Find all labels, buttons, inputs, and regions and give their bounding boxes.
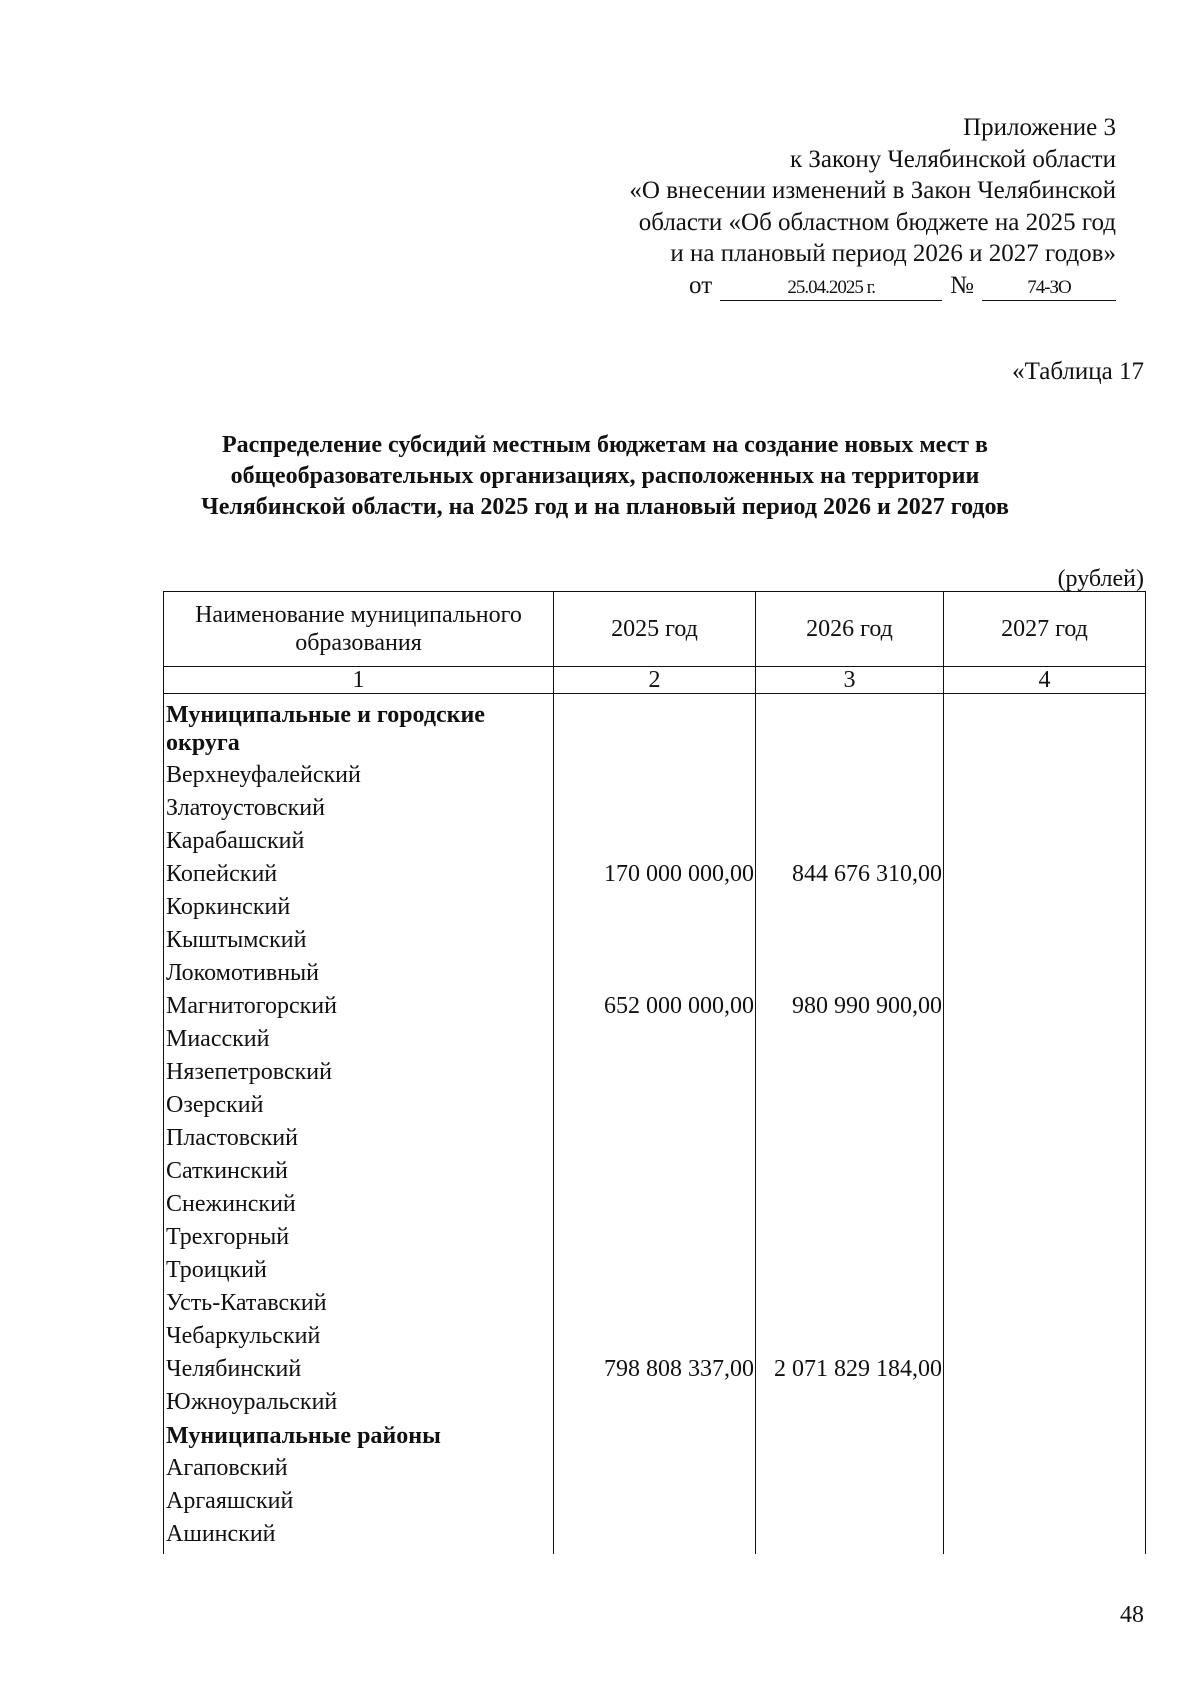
- value-2026: [756, 1023, 944, 1056]
- value-2026: 980 990 900,00: [756, 990, 944, 1023]
- table-row: [164, 1122, 1146, 1155]
- table-row: [164, 1023, 1146, 1056]
- table-row: [164, 1221, 1146, 1254]
- table-body: [164, 699, 1146, 1554]
- table-row: [164, 1452, 1146, 1485]
- value-2025: [554, 1518, 756, 1554]
- value-2026: 2 071 829 184,00: [756, 1353, 944, 1386]
- value-2025: [554, 1452, 756, 1485]
- value-2026: [756, 1056, 944, 1089]
- value-2027: [944, 699, 1146, 759]
- title-line: общеобразовательных организациях, расположенных на территории: [230, 463, 980, 489]
- value-2027: [944, 1188, 1146, 1221]
- table-row: [164, 990, 1146, 1023]
- appendix-line: области «Об областном бюджете на 2025 год: [638, 208, 1116, 236]
- value-2025: [554, 759, 756, 792]
- table-row: [164, 1188, 1146, 1221]
- municipality-name: Муниципальные районы: [164, 1419, 554, 1452]
- document-title: [150, 430, 1060, 523]
- municipality-name: Магнитогорский: [164, 990, 554, 1023]
- municipality-name: Снежинский: [164, 1188, 554, 1221]
- law-date-line: [629, 270, 1116, 302]
- table-row: [164, 825, 1146, 858]
- column-number: 1: [164, 667, 554, 694]
- appendix-line: к Закону Челябинской области: [790, 145, 1116, 173]
- table-row: [164, 1419, 1146, 1452]
- column-number-row: [164, 667, 1146, 694]
- value-2027: [944, 1287, 1146, 1320]
- value-2027: [944, 759, 1146, 792]
- municipality-name: Усть-Катавский: [164, 1287, 554, 1320]
- municipality-name: Троицкий: [164, 1254, 554, 1287]
- municipality-name: Озерский: [164, 1089, 554, 1122]
- value-2027: [944, 990, 1146, 1023]
- municipality-name: Муниципальные и городские округа: [164, 699, 554, 759]
- value-2025: [554, 891, 756, 924]
- value-2025: [554, 1089, 756, 1122]
- appendix-line: Приложение 3: [963, 114, 1116, 141]
- value-2025: [554, 1056, 756, 1089]
- value-2025: [554, 924, 756, 957]
- value-2027: [944, 858, 1146, 891]
- law-date: 25.04.2025 г.: [720, 276, 942, 301]
- municipality-name: Челябинский: [164, 1353, 554, 1386]
- municipality-name: Верхнеуфалейский: [164, 759, 554, 792]
- municipality-name: Чебаркульский: [164, 1320, 554, 1353]
- municipality-name: Копейский: [164, 858, 554, 891]
- table-row: [164, 699, 1146, 759]
- table-row: [164, 924, 1146, 957]
- value-2025: [554, 1122, 756, 1155]
- municipality-name: Пластовский: [164, 1122, 554, 1155]
- table-row: [164, 1386, 1146, 1419]
- value-2026: 844 676 310,00: [756, 858, 944, 891]
- municipality-name: Южноуральский: [164, 1386, 554, 1419]
- value-2027: [944, 1419, 1146, 1452]
- table-label: «Таблица 17: [1012, 358, 1144, 385]
- value-2026: [756, 891, 944, 924]
- date-prefix: от: [689, 271, 713, 299]
- municipality-name: Локомотивный: [164, 957, 554, 990]
- value-2025: [554, 1254, 756, 1287]
- table-row: [164, 957, 1146, 990]
- value-2027: [944, 924, 1146, 957]
- value-2027: [944, 825, 1146, 858]
- value-2026: [756, 699, 944, 759]
- subsidy-table: [163, 591, 1146, 1554]
- page-number: 48: [1120, 1602, 1144, 1628]
- value-2027: [944, 792, 1146, 825]
- header-2026: 2026 год: [756, 592, 944, 667]
- value-2026: [756, 1188, 944, 1221]
- municipality-name: Саткинский: [164, 1155, 554, 1188]
- value-2025: [554, 1287, 756, 1320]
- value-2027: [944, 1353, 1146, 1386]
- value-2025: [554, 1485, 756, 1518]
- table-row: [164, 1089, 1146, 1122]
- value-2025: [554, 1221, 756, 1254]
- value-2025: [554, 1188, 756, 1221]
- header-name: Наименование муниципального образования: [164, 592, 554, 667]
- value-2027: [944, 1518, 1146, 1554]
- value-2025: 170 000 000,00: [554, 858, 756, 891]
- municipality-name: Кыштымский: [164, 924, 554, 957]
- column-number: 2: [554, 667, 756, 694]
- municipality-name: Ашинский: [164, 1518, 554, 1554]
- value-2026: [756, 1419, 944, 1452]
- value-2027: [944, 1122, 1146, 1155]
- value-2025: 798 808 337,00: [554, 1353, 756, 1386]
- header-row: [164, 592, 1146, 667]
- value-2025: [554, 957, 756, 990]
- table-row: [164, 792, 1146, 825]
- value-2025: [554, 1155, 756, 1188]
- value-2027: [944, 1452, 1146, 1485]
- value-2026: [756, 957, 944, 990]
- title-line: Распределение субсидий местным бюджетам на создание новых мест в: [221, 432, 989, 458]
- value-2027: [944, 891, 1146, 924]
- appendix-line: и на плановый период 2026 и 2027 годов»: [670, 240, 1116, 267]
- table-row: [164, 1518, 1146, 1554]
- value-2026: [756, 792, 944, 825]
- value-2026: [756, 1287, 944, 1320]
- value-2026: [756, 1254, 944, 1287]
- municipality-name: Карабашский: [164, 825, 554, 858]
- municipality-name: Миасский: [164, 1023, 554, 1056]
- table-row: [164, 858, 1146, 891]
- value-2025: [554, 1320, 756, 1353]
- value-2025: [554, 792, 756, 825]
- municipality-name: Агаповский: [164, 1452, 554, 1485]
- value-2026: [756, 924, 944, 957]
- value-2026: [756, 1320, 944, 1353]
- units-label: (рублей): [1057, 566, 1144, 592]
- value-2027: [944, 1155, 1146, 1188]
- value-2026: [756, 1089, 944, 1122]
- municipality-name: Аргаяшский: [164, 1485, 554, 1518]
- value-2027: [944, 1221, 1146, 1254]
- table-row: [164, 1320, 1146, 1353]
- value-2027: [944, 1056, 1146, 1089]
- value-2025: [554, 1386, 756, 1419]
- value-2025: [554, 1419, 756, 1452]
- value-2027: [944, 957, 1146, 990]
- value-2026: [756, 1221, 944, 1254]
- value-2026: [756, 1485, 944, 1518]
- value-2025: [554, 1023, 756, 1056]
- column-number: 3: [756, 667, 944, 694]
- value-2027: [944, 1023, 1146, 1056]
- table-row: [164, 1287, 1146, 1320]
- table-row: [164, 1155, 1146, 1188]
- value-2026: [756, 825, 944, 858]
- value-2025: [554, 699, 756, 759]
- law-number: 74-ЗО: [982, 276, 1116, 301]
- value-2027: [944, 1386, 1146, 1419]
- value-2027: [944, 1485, 1146, 1518]
- value-2027: [944, 1089, 1146, 1122]
- value-2026: [756, 1452, 944, 1485]
- value-2026: [756, 1155, 944, 1188]
- header-2025: 2025 год: [554, 592, 756, 667]
- value-2026: [756, 759, 944, 792]
- value-2025: [554, 825, 756, 858]
- value-2027: [944, 1254, 1146, 1287]
- value-2025: 652 000 000,00: [554, 990, 756, 1023]
- value-2026: [756, 1122, 944, 1155]
- table-row: [164, 759, 1146, 792]
- number-prefix: №: [950, 271, 974, 299]
- title-line: Челябинской области, на 2025 год и на плановый период 2026 и 2027 годов: [201, 494, 1009, 520]
- table-row: [164, 1254, 1146, 1287]
- value-2026: [756, 1386, 944, 1419]
- municipality-name: Нязепетровский: [164, 1056, 554, 1089]
- header-2027: 2027 год: [944, 592, 1146, 667]
- municipality-name: Златоустовский: [164, 792, 554, 825]
- column-number: 4: [944, 667, 1146, 694]
- appendix-header: [629, 112, 1116, 301]
- table-row: [164, 1485, 1146, 1518]
- value-2026: [756, 1518, 944, 1554]
- municipality-name: Коркинский: [164, 891, 554, 924]
- appendix-line: «О внесении изменений в Закон Челябинской: [629, 177, 1116, 204]
- value-2027: [944, 1320, 1146, 1353]
- municipality-name: Трехгорный: [164, 1221, 554, 1254]
- table-row: [164, 1353, 1146, 1386]
- table-row: [164, 891, 1146, 924]
- table-row: [164, 1056, 1146, 1089]
